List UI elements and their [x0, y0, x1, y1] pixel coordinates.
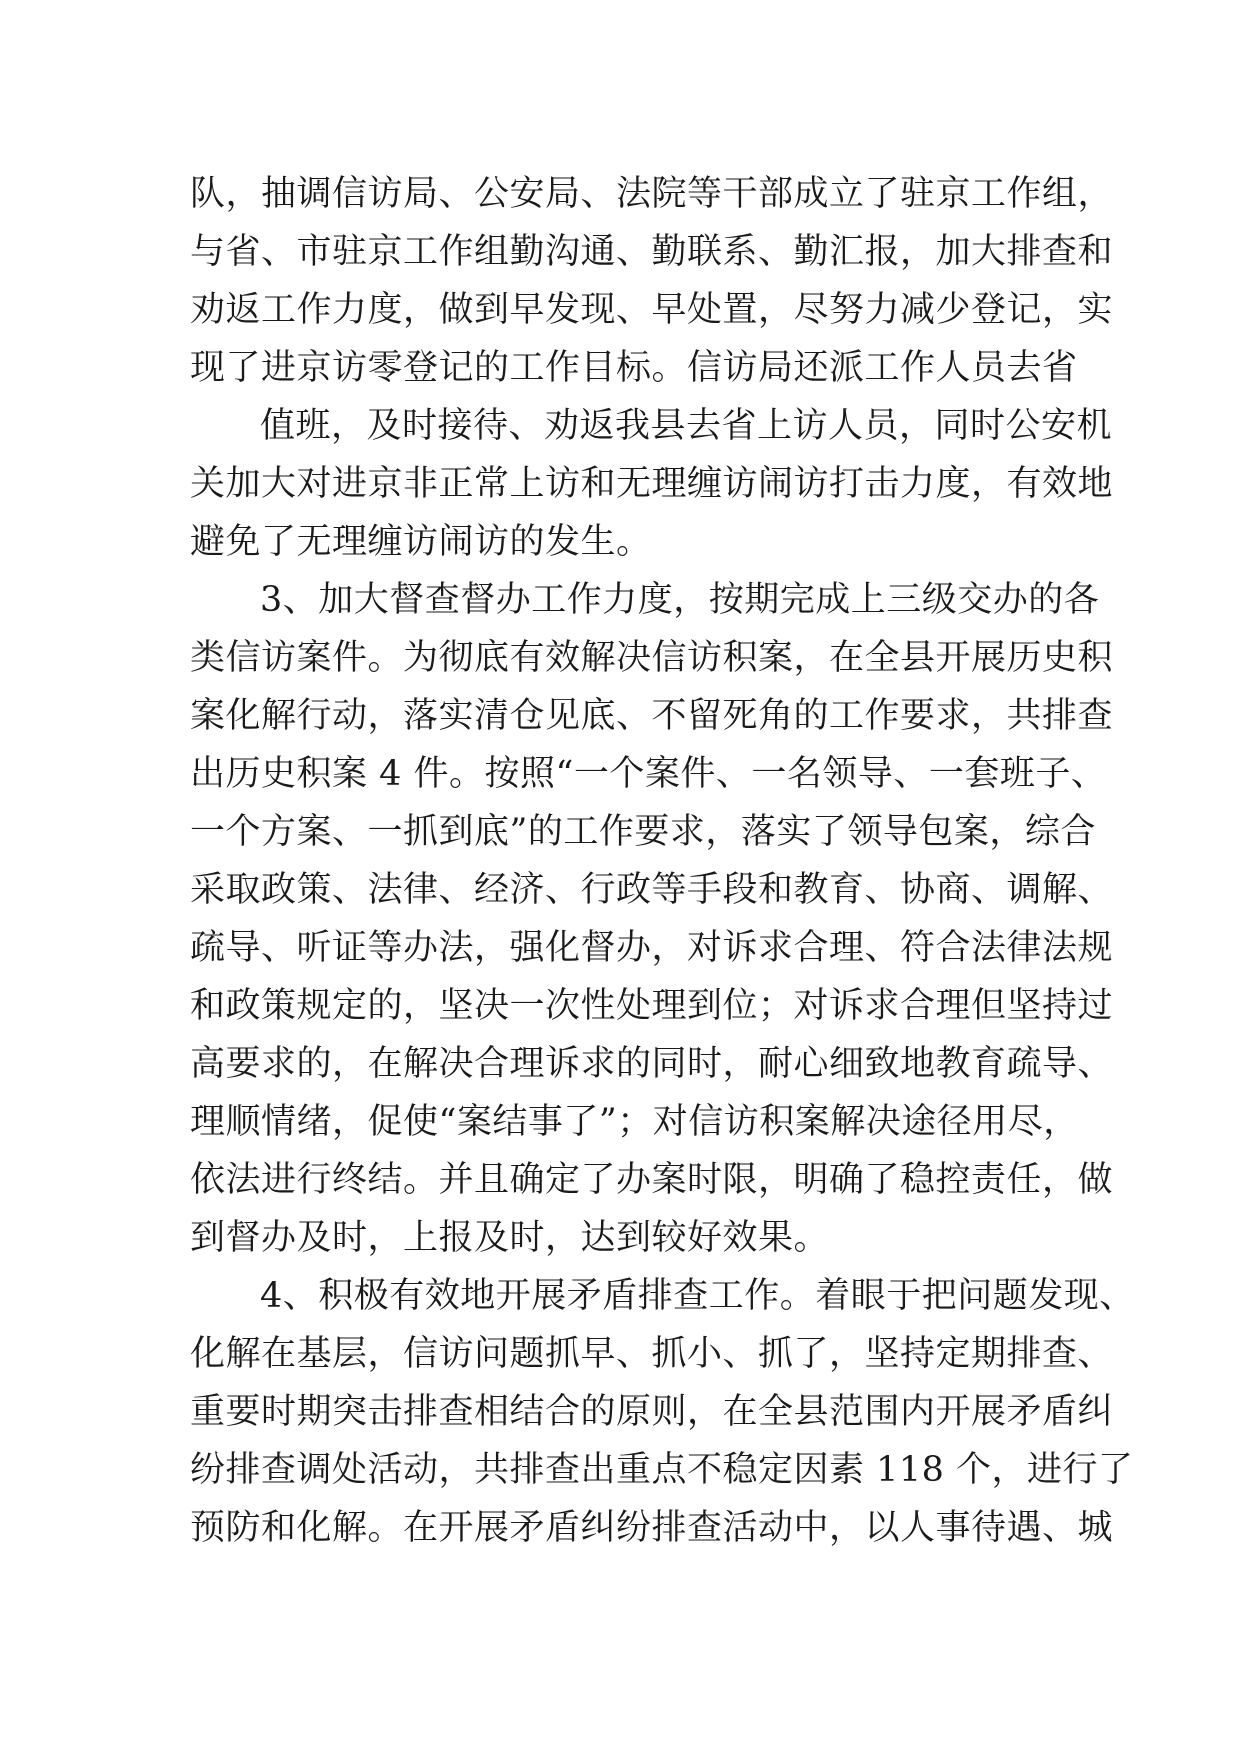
text-line: 4、积极有效地开展矛盾排查工作。着眼于把问题发现、: [260, 1276, 1135, 1316]
text-line: 案化解行动，落实清仓见底、不留死角的工作要求，共排查: [190, 696, 1114, 736]
text-line: 依法进行终结。并且确定了办案时限，明确了稳控责任，做: [190, 1160, 1114, 1200]
text-line: 一个方案、一抓到底”的工作要求，落实了领导包案，综合: [190, 812, 1096, 852]
text-line: 纷排查调处活动，共排查出重点不稳定因素 118 个，进行了: [190, 1450, 1134, 1490]
text-line: 值班，及时接待、劝返我县去省上访人员，同时公安机: [260, 406, 1113, 446]
text-line: 出历史积案 4 件。按照“一个案件、一名领导、一套班子、: [190, 754, 1107, 794]
text-line: 避免了无理缠访闹访的发生。: [190, 522, 652, 562]
text-line: 现了进京访零登记的工作目标。信访局还派工作人员去省: [190, 348, 1078, 388]
text-line: 类信访案件。为彻底有效解决信访积案，在全县开展历史积: [190, 638, 1114, 678]
text-line: 预防和化解。在开展矛盾纠纷排查活动中，以人事待遇、城: [190, 1508, 1114, 1548]
text-line: 疏导、听证等办法，强化督办，对诉求合理、符合法律法规: [190, 928, 1114, 968]
text-line: 与省、市驻京工作组勤沟通、勤联系、勤汇报，加大排查和: [190, 232, 1114, 272]
text-line: 高要求的，在解决合理诉求的同时，耐心细致地教育疏导、: [190, 1044, 1114, 1084]
text-line: 采取政策、法律、经济、行政等手段和教育、协商、调解、: [190, 870, 1114, 910]
text-line: 理顺情绪，促使“案结事了”；对信访积案解决途径用尽，: [190, 1102, 1079, 1142]
text-line: 和政策规定的，坚决一次性处理到位；对诉求合理但坚持过: [190, 986, 1114, 1026]
text-line: 重要时期突击排查相结合的原则，在全县范围内开展矛盾纠: [190, 1392, 1114, 1432]
text-line: 队，抽调信访局、公安局、法院等干部成立了驻京工作组，: [190, 174, 1114, 214]
text-line: 到督办及时，上报及时，达到较好效果。: [190, 1218, 830, 1258]
document-body: [190, 165, 1135, 1557]
text-line: 化解在基层，信访问题抓早、抓小、抓了，坚持定期排查、: [190, 1334, 1114, 1374]
text-line: 劝返工作力度，做到早发现、早处置，尽努力减少登记，实: [190, 290, 1114, 330]
text-line: 3、加大督查督办工作力度，按期完成上三级交办的各: [260, 580, 1100, 620]
text-line: 关加大对进京非正常上访和无理缠访闹访打击力度，有效地: [190, 464, 1114, 504]
